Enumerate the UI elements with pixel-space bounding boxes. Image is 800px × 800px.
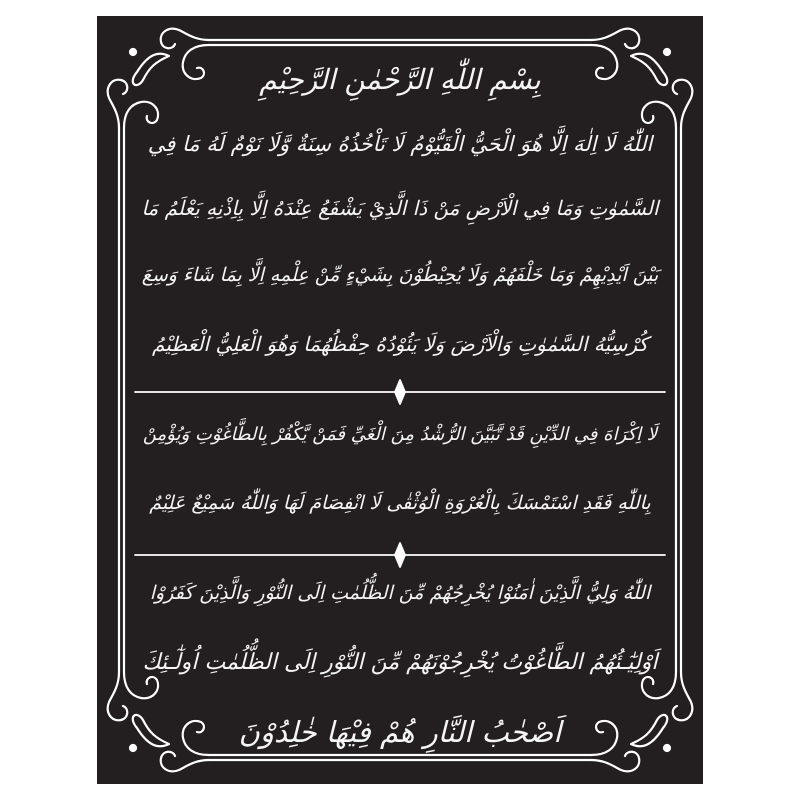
basmala-line: بِسْمِ اللّٰهِ الرَّحْمٰنِ الرَّحِيْمِ (259, 63, 541, 96)
section-divider-2 (135, 543, 665, 567)
verse-line: اللّٰهُ وَلِيُّ الَّذِيْنَ اٰمَنُوْا يُخْرِجُهُمْ مِّنَ الظُّلُمٰتِ اِلَى النُّوْرِ وَالَّذِيْنَ كَفَرُوْا (149, 582, 651, 604)
verse-line: بَيْنَ اَيْدِيْهِمْ وَمَا خَلْفَهُمْ وَلَا يُحِيْطُوْنَ بِشَيْءٍ مِّنْ عِلْمِهِ اِلَّا بِمَا شَاءَ وَسِعَ (141, 264, 659, 286)
verse-line: كُرْسِيُّهُ السَّمٰوٰتِ وَالْاَرْضَ وَلَا يَئُوْدُهُ حِفْظُهُمَا وَهُوَ الْعَلِيُّ الْعَظِيْمُ (152, 332, 648, 356)
verse-line: لَا اِكْرَاهَ فِي الدِّيْنِ قَدْ تَّبَيَّنَ الرُّشْدُ مِنَ الْغَيِّ فَمَنْ يَّكْفُرْ بِالطَّاغُوْتِ وَيُؤْمِنْ (142, 424, 658, 445)
verse-line: اَوْلِيٰٓـئُهُمُ الطَّاغُوْتُ يُخْرِجُوْنَهُمْ مِّنَ النُّوْرِ اِلَى الظُّلُمٰتِ اُولٰٓـئِكَ (142, 650, 658, 675)
verse-line: اَصْحٰبُ النَّارِ هُمْ فِيْهَا خٰلِدُوْنَ (238, 715, 562, 749)
calligraphy-panel (97, 16, 703, 784)
verse-line: بِاللّٰهِ فَقَدِ اسْتَمْسَكَ بِالْعُرْوَةِ الْوُثْقٰى لَا انْفِصَامَ لَهَا وَاللّٰهُ سَمِيْعٌ عَلِيْمٌ (149, 492, 651, 514)
verse-line: اللّٰهُ لَا اِلٰهَ اِلَّا هُوَ الْحَيُّ الْقَيُّوْمُ لَا تَاْخُذُهُ سِنَةٌ وَّلَا نَوْمٌ لَهُ مَا فِي (147, 132, 653, 156)
verse-line: السَّمٰوٰتِ وَمَا فِي الْاَرْضِ مَنْ ذَا الَّذِيْ يَشْفَعُ عِنْدَهُ اِلَّا بِاِذْنِهِ يَعْلَمُ مَا (141, 196, 659, 220)
section-divider-1 (135, 380, 665, 404)
